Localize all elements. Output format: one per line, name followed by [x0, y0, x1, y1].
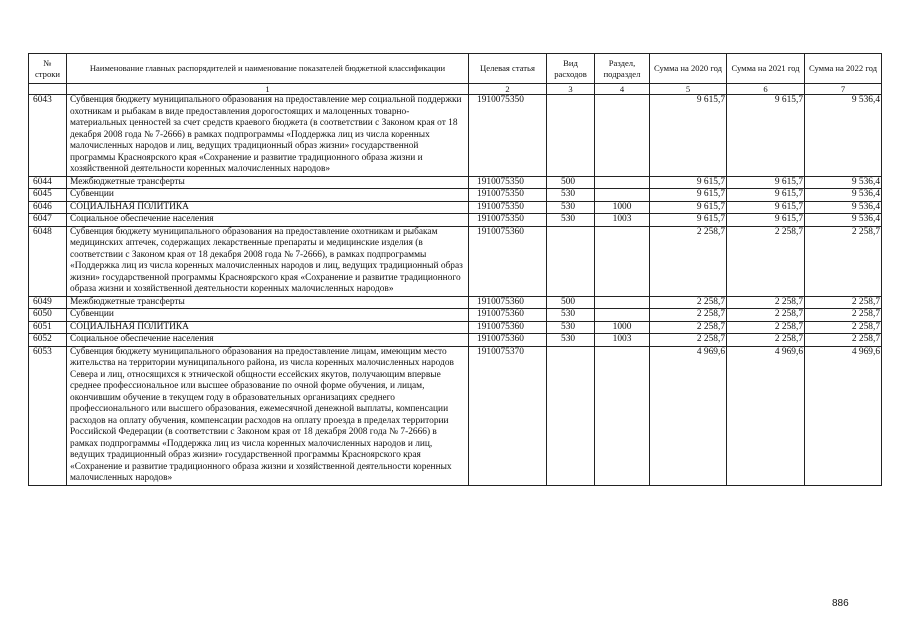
row-sum-2021: 4 969,6 [727, 346, 805, 485]
table-row [29, 346, 882, 485]
row-expense-type: 530 [547, 189, 595, 202]
row-section [595, 346, 650, 485]
column-number-row [29, 84, 882, 95]
column-number: 5 [650, 84, 727, 95]
row-sum-2022: 2 258,7 [805, 309, 882, 322]
row-target-article: 1910075360 [469, 226, 547, 296]
row-sum-2022: 9 536,4 [805, 201, 882, 214]
row-sum-2021: 9 615,7 [727, 95, 805, 177]
row-target-article: 1910075370 [469, 346, 547, 485]
table-row [29, 189, 882, 202]
row-sum-2020: 2 258,7 [650, 309, 727, 322]
row-target-article: 1910075350 [469, 95, 547, 177]
row-section [595, 226, 650, 296]
row-sum-2021: 9 615,7 [727, 189, 805, 202]
table-row [29, 201, 882, 214]
column-number: 1 [67, 84, 469, 95]
row-sum-2022: 2 258,7 [805, 226, 882, 296]
header-sum-2021: Сумма на 2021 год [727, 54, 805, 84]
row-expense-type [547, 346, 595, 485]
table-row [29, 321, 882, 334]
row-name: Социальное обеспечение населения [67, 214, 469, 227]
table-row [29, 176, 882, 189]
row-target-article: 1910075350 [469, 214, 547, 227]
row-sum-2021: 2 258,7 [727, 296, 805, 309]
row-number: 6050 [29, 309, 67, 322]
row-name: СОЦИАЛЬНАЯ ПОЛИТИКА [67, 321, 469, 334]
row-section: 1000 [595, 321, 650, 334]
row-sum-2020: 2 258,7 [650, 321, 727, 334]
row-number: 6053 [29, 346, 67, 485]
row-number: 6044 [29, 176, 67, 189]
row-name: СОЦИАЛЬНАЯ ПОЛИТИКА [67, 201, 469, 214]
header-section: Раздел, подраздел [595, 54, 650, 84]
column-number: 6 [727, 84, 805, 95]
row-sum-2022: 9 536,4 [805, 176, 882, 189]
column-number: 3 [547, 84, 595, 95]
row-expense-type [547, 95, 595, 177]
row-target-article: 1910075360 [469, 296, 547, 309]
row-sum-2021: 2 258,7 [727, 334, 805, 347]
row-expense-type: 530 [547, 201, 595, 214]
row-sum-2021: 2 258,7 [727, 226, 805, 296]
row-expense-type: 500 [547, 176, 595, 189]
header-target-article: Целевая статья [469, 54, 547, 84]
row-expense-type: 530 [547, 309, 595, 322]
row-number: 6051 [29, 321, 67, 334]
row-expense-type: 530 [547, 321, 595, 334]
row-sum-2022: 2 258,7 [805, 321, 882, 334]
row-sum-2022: 2 258,7 [805, 296, 882, 309]
row-section [595, 95, 650, 177]
column-number: 4 [595, 84, 650, 95]
row-target-article: 1910075360 [469, 321, 547, 334]
row-sum-2022: 2 258,7 [805, 334, 882, 347]
row-sum-2022: 9 536,4 [805, 95, 882, 177]
table-row [29, 309, 882, 322]
row-number: 6052 [29, 334, 67, 347]
row-sum-2020: 9 615,7 [650, 95, 727, 177]
row-section: 1003 [595, 334, 650, 347]
column-number: 7 [805, 84, 882, 95]
row-sum-2020: 2 258,7 [650, 296, 727, 309]
row-sum-2022: 9 536,4 [805, 214, 882, 227]
row-target-article: 1910075350 [469, 189, 547, 202]
row-sum-2020: 9 615,7 [650, 201, 727, 214]
row-name: Межбюджетные трансферты [67, 296, 469, 309]
column-number [29, 84, 67, 95]
page-number: 886 [832, 598, 849, 609]
row-number: 6046 [29, 201, 67, 214]
row-sum-2020: 9 615,7 [650, 189, 727, 202]
row-sum-2022: 9 536,4 [805, 189, 882, 202]
header-row [29, 54, 882, 84]
row-sum-2021: 9 615,7 [727, 201, 805, 214]
row-number: 6048 [29, 226, 67, 296]
row-name: Субвенции [67, 189, 469, 202]
table-row [29, 214, 882, 227]
budget-table [28, 53, 882, 486]
row-sum-2022: 4 969,6 [805, 346, 882, 485]
table-row [29, 296, 882, 309]
row-expense-type [547, 226, 595, 296]
row-target-article: 1910075350 [469, 201, 547, 214]
header-row-number: № строки [29, 54, 67, 84]
row-sum-2021: 9 615,7 [727, 214, 805, 227]
header-expense-type: Вид расходов [547, 54, 595, 84]
row-name: Субвенция бюджету муниципального образования на предоставление лицам, имеющим место жительства на территории муниципального района, из числа коренных малочисленных народов Севера и лиц, относящихся к этнической общности ессейских якутов, получающим впервые среднее профессиональное или высшее образование по очной форме обучения, и лицам, окончившим обучение в текущем году в образовательных организациях среднего профессионального или высшего образования, ежемесячной денежной выплаты, компенсации расходов на оплату обучения, компенсации расходов на оплату проезда в пределах территории Российской Федерации (в соответствии с Законом края от 18 декабря 2008 года № 7-2666) в рамках подпрограммы «Поддержка лиц из числа коренных малочисленных народов и лиц, ведущих традиционный образ жизни» государственной программы Красноярского края «Сохранение и развитие традиционного образа жизни и хозяйственной деятельности коренных малочисленных народов» [67, 346, 469, 485]
row-number: 6049 [29, 296, 67, 309]
row-section [595, 296, 650, 309]
row-section: 1000 [595, 201, 650, 214]
row-target-article: 1910075350 [469, 176, 547, 189]
row-section: 1003 [595, 214, 650, 227]
row-sum-2020: 4 969,6 [650, 346, 727, 485]
row-name: Межбюджетные трансферты [67, 176, 469, 189]
row-number: 6047 [29, 214, 67, 227]
row-target-article: 1910075360 [469, 334, 547, 347]
row-expense-type: 530 [547, 334, 595, 347]
row-sum-2020: 9 615,7 [650, 214, 727, 227]
header-name: Наименование главных распорядителей и наименование показателей бюджетной классификации [67, 54, 469, 84]
row-name: Субвенция бюджету муниципального образования на предоставление мер социальной поддержки охотникам и рыбакам в виде предоставления дорогостоящих и малоценных товарно-материальных ценностей за счет средств краевого бюджета (в соответствии с Законом края от 18 декабря 2008 года № 7-2666) в рамках подпрограммы «Поддержка лиц из числа коренных малочисленных народов и лиц, ведущих традиционный образ жизни» государственной программы Красноярского края «Сохранение и развитие традиционного образа жизни и хозяйственной деятельности коренных малочисленных народов» [67, 95, 469, 177]
row-section [595, 309, 650, 322]
row-sum-2021: 9 615,7 [727, 176, 805, 189]
row-number: 6045 [29, 189, 67, 202]
table-row [29, 95, 882, 177]
row-sum-2020: 2 258,7 [650, 226, 727, 296]
row-section [595, 189, 650, 202]
row-expense-type: 530 [547, 214, 595, 227]
header-sum-2020: Сумма на 2020 год [650, 54, 727, 84]
header-sum-2022: Сумма на 2022 год [805, 54, 882, 84]
table-body [29, 95, 882, 486]
row-sum-2020: 9 615,7 [650, 176, 727, 189]
table-row [29, 334, 882, 347]
row-name: Субвенция бюджету муниципального образования на предоставление охотникам и рыбакам медицинских аптечек, содержащих лекарственные препараты и медицинские изделия (в соответствии с Законом края от 18 декабря 2008 года № 7-2666), в рамках подпрограммы «Поддержка лиц из числа коренных малочисленных народов и лиц, ведущих традиционный образ жизни» государственной программы Красноярского края «Сохранение и развитие традиционного образа жизни и хозяйственной деятельности коренных малочисленных народов» [67, 226, 469, 296]
row-target-article: 1910075360 [469, 309, 547, 322]
row-sum-2020: 2 258,7 [650, 334, 727, 347]
row-sum-2021: 2 258,7 [727, 321, 805, 334]
row-expense-type: 500 [547, 296, 595, 309]
row-number: 6043 [29, 95, 67, 177]
row-section [595, 176, 650, 189]
row-name: Субвенции [67, 309, 469, 322]
column-number: 2 [469, 84, 547, 95]
row-sum-2021: 2 258,7 [727, 309, 805, 322]
table-row [29, 226, 882, 296]
row-name: Социальное обеспечение населения [67, 334, 469, 347]
